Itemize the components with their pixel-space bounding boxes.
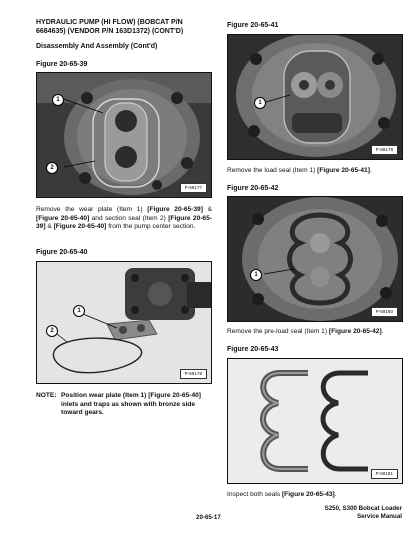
- pump-section-illustration: [37, 73, 211, 197]
- load-seal-illustration: [228, 35, 402, 159]
- manual-title: [325, 505, 402, 521]
- callout-1: 1: [52, 94, 64, 106]
- pre-load-seal-illustration: [228, 197, 402, 321]
- figure-40-title: Figure 20-65-40: [36, 249, 88, 256]
- text-part: Remove the pre-load seal (Item 1): [227, 328, 329, 335]
- text-part: .: [381, 328, 384, 335]
- photo-number: P-59178: [180, 369, 207, 379]
- figure-41-photo: [227, 34, 403, 160]
- text-part: and section seal (Item 2): [89, 214, 169, 222]
- section-title: Disassembly And Assembly (Cont'd): [36, 43, 158, 50]
- callout-1: 1: [73, 305, 85, 317]
- callout-1: 1: [254, 97, 266, 109]
- figure-40-photo: [36, 261, 212, 384]
- page-number: 20-65-17: [196, 514, 221, 521]
- figure-reference: [Figure 20-65-42]: [328, 328, 382, 335]
- figure-42-title: Figure 20-65-42: [227, 185, 279, 192]
- note-label: NOTE:: [36, 392, 57, 399]
- header-title-line2: 6684635) (VENDOR P/N 163D1372) (CONT'D): [36, 27, 184, 35]
- remove-wear-plate-text: [36, 206, 212, 232]
- text-part: .: [369, 167, 372, 174]
- remove-load-seal-text: [227, 167, 403, 176]
- remove-preload-seal-text: [227, 328, 403, 337]
- photo-number: P-59177: [180, 183, 207, 193]
- inspect-seals-text: [227, 491, 403, 500]
- callout-1: 1: [250, 269, 262, 281]
- header-title-line1: HYDRAULIC PUMP (HI FLOW) (BOBCAT P/N: [36, 19, 183, 26]
- callout-2: 2: [46, 162, 58, 174]
- text-part: from the pump center section.: [106, 223, 196, 231]
- figure-42-photo: [227, 196, 403, 322]
- note-body: Position wear plate (Item 1) [Figure 20-65-40] inlets and traps as shown with bronze side toward gears.: [61, 392, 201, 417]
- page-header: [36, 19, 216, 36]
- figure-reference: [Figure 20-65-40]: [53, 223, 107, 231]
- text-part: Inspect both seals: [227, 491, 282, 498]
- manual-line2: Service Manual: [356, 513, 402, 520]
- figure-reference: [Figure 20-65-39]: [147, 206, 203, 213]
- text-part: Remove the wear plate (Item 1): [36, 206, 148, 213]
- text-part: Remove the load seal (Item 1): [227, 167, 318, 174]
- figure-43-photo: [227, 358, 403, 484]
- text-part: &: [45, 223, 54, 231]
- note-block: [36, 392, 212, 418]
- figure-39-photo: [36, 72, 212, 198]
- seals-illustration: [228, 359, 402, 483]
- figure-reference: [Figure 20-65-43]: [281, 491, 335, 498]
- figure-39-title: Figure 20-65-39: [36, 61, 88, 68]
- wear-plate-and-seal-illustration: [37, 262, 211, 383]
- figure-41-title: Figure 20-65-41: [227, 22, 279, 29]
- photo-number: P-59179: [371, 145, 398, 155]
- figure-reference: [Figure 20-65-41]: [317, 167, 370, 174]
- text-part: .: [334, 491, 337, 498]
- manual-line1: S250, S300 Bobcat Loader: [324, 505, 402, 512]
- photo-number: P-59181: [371, 469, 398, 479]
- figure-43-title: Figure 20-65-43: [227, 346, 279, 353]
- figure-reference: [Figure 20-65-39]: [36, 214, 212, 231]
- callout-2: 2: [46, 325, 58, 337]
- figure-reference: [Figure 20-65-40]: [36, 214, 90, 222]
- text-part: &: [202, 206, 212, 213]
- photo-number: P-59180: [371, 307, 398, 317]
